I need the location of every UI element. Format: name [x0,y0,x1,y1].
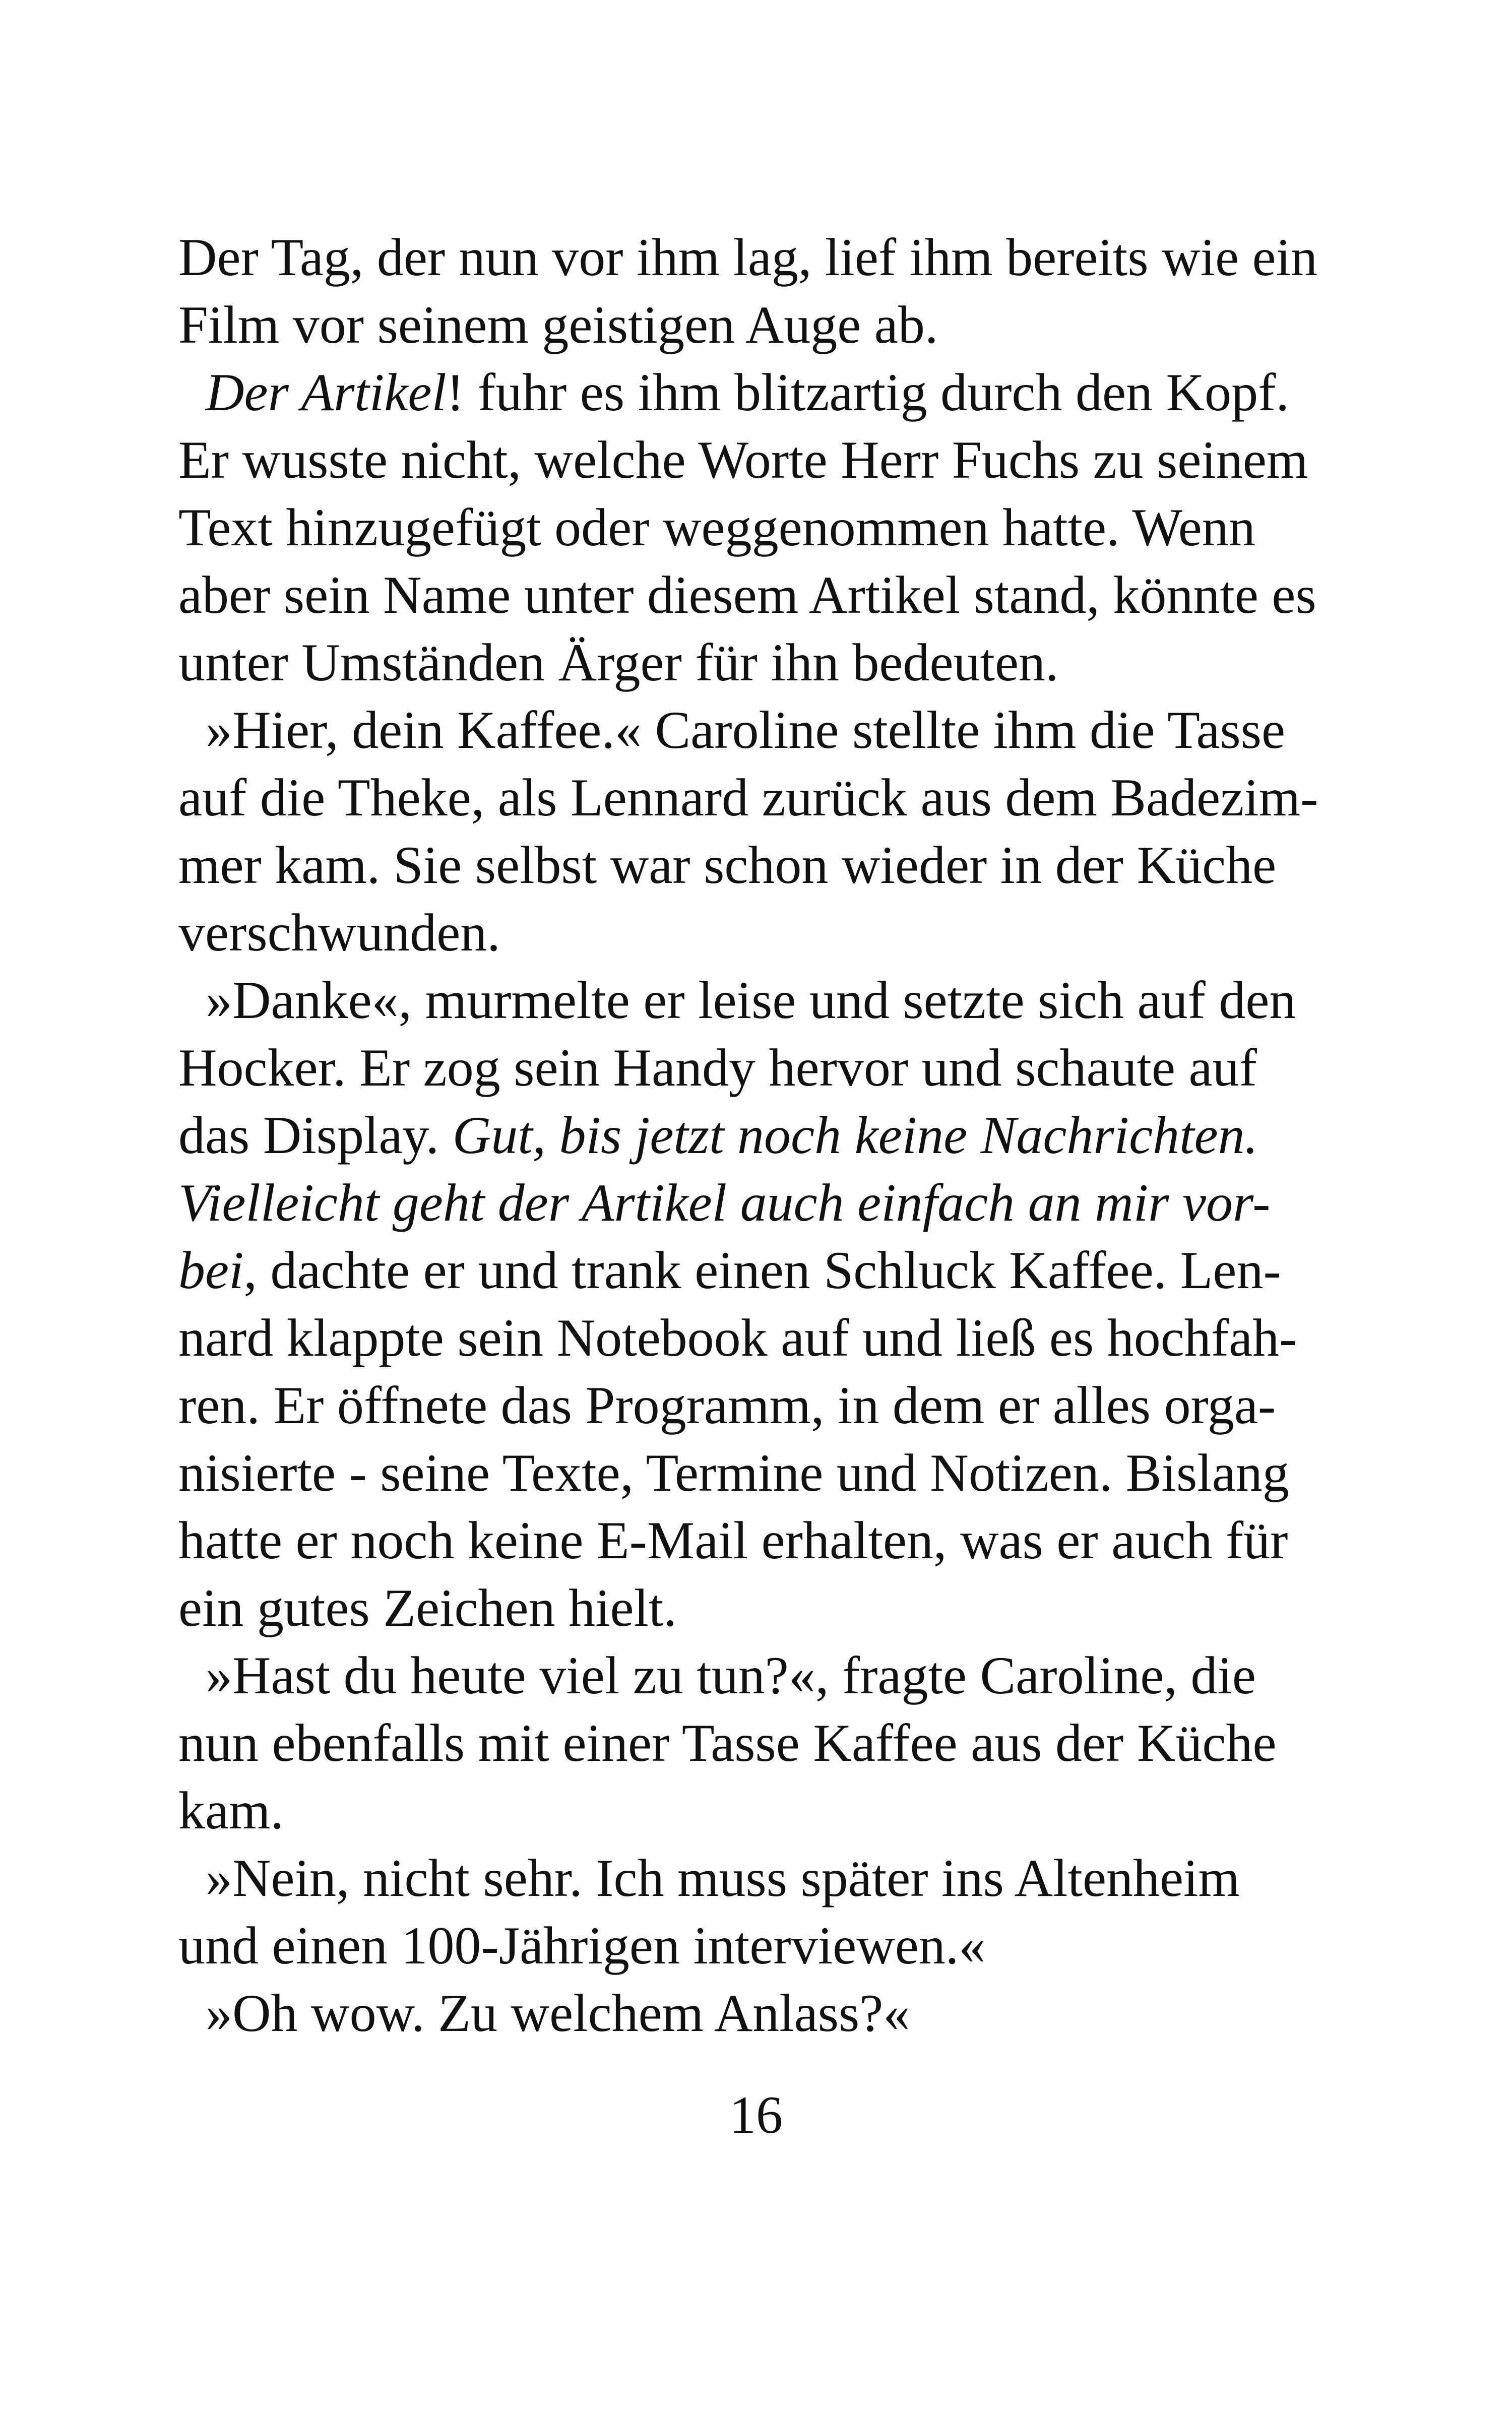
italic-segment: bei [178,1241,244,1300]
text-segment: ein gutes Zeichen hielt. [178,1578,677,1637]
text-segment: nisierte - seine Texte, Termine und Notizen. Bislang [178,1443,1289,1502]
text-line [178,1574,1219,1642]
text-segment: Film vor seinem geistigen Auge ab. [178,295,938,354]
text-line [178,1777,1219,1845]
text-segment: aber sein Name unter diesem Artikel stand, könnte es [178,565,1316,624]
text-line [178,1912,1219,1980]
text-segment: das Display. [178,1106,453,1165]
text-segment: »Oh wow. Zu welchem Anlass?« [206,1984,910,2043]
text-line [178,1169,1271,1237]
text-segment: Er wusste nicht, welche Worte Herr Fuchs zu seinem [178,430,1308,489]
text-line [178,899,1219,967]
text-line [178,1642,1256,1709]
text-line [178,561,1316,629]
text-segment: kam. [178,1781,284,1840]
text-line [178,1845,1240,1912]
text-line [178,764,1318,832]
text-segment: nard klappte sein Notebook auf und ließ es hochfah- [178,1308,1297,1367]
text-line [178,1237,1281,1304]
text-segment: »Nein, nicht sehr. Ich muss später ins Altenheim [206,1849,1240,1908]
italic-segment: Der Artikel [206,363,447,422]
body-text [178,224,1318,2047]
text-line [178,1980,1219,2047]
text-line [178,1304,1297,1372]
text-segment: unter Umständen Ärger für ihn bedeuten. [178,633,1059,692]
text-segment: und einen 100-Jährigen interviewen.« [178,1916,986,1975]
text-segment: »Hier, dein Kaffee.« Caroline stellte ihm die Tasse [206,701,1286,759]
text-segment: verschwunden. [178,903,500,962]
italic-segment: Vielleicht geht der Artikel auch einfach an mir vor- [178,1173,1271,1232]
text-segment: »Danke«, murmelte er leise und setzte sich auf den [206,971,1296,1030]
text-segment: nun ebenfalls mit einer Tasse Kaffee aus der Küche [178,1713,1277,1772]
text-segment: , dachte er und trank einen Schluck Kaffee. Len- [243,1241,1281,1300]
text-line [178,1102,1258,1169]
page-number: 16 [729,2085,783,2144]
text-line [178,1709,1277,1777]
text-segment: Text hinzugefügt oder weggenommen hatte. Wenn [178,498,1255,557]
text-segment: ! fuhr es ihm blitzartig durch den Kopf. [446,363,1289,422]
text-line [178,967,1296,1034]
text-line [178,359,1289,426]
text-segment: mer kam. Sie selbst war schon wieder in der Küche [178,836,1277,895]
text-segment: Der Tag, der nun vor ihm lag, lief ihm bereits wie ein [178,228,1318,287]
text-line [178,1439,1289,1507]
text-line [178,1034,1257,1102]
text-line [178,832,1277,899]
italic-segment: Gut, bis jetzt noch keine Nachrichten. [452,1106,1258,1165]
text-segment: auf die Theke, als Lennard zurück aus dem Badezim- [178,768,1318,827]
text-line [178,629,1219,696]
text-line [178,1372,1276,1439]
text-line [178,224,1318,291]
text-line [178,1507,1288,1574]
text-segment: Hocker. Er zog sein Handy hervor und schaute auf [178,1038,1257,1097]
text-line [178,291,1219,359]
text-line [178,426,1308,494]
text-segment: hatte er noch keine E-Mail erhalten, was er auch für [178,1511,1288,1570]
text-line [178,494,1255,561]
text-segment: ren. Er öffnete das Programm, in dem er alles orga- [178,1376,1276,1435]
text-line [178,696,1286,764]
text-segment: »Hast du heute viel zu tun?«, fragte Caroline, die [206,1646,1256,1705]
